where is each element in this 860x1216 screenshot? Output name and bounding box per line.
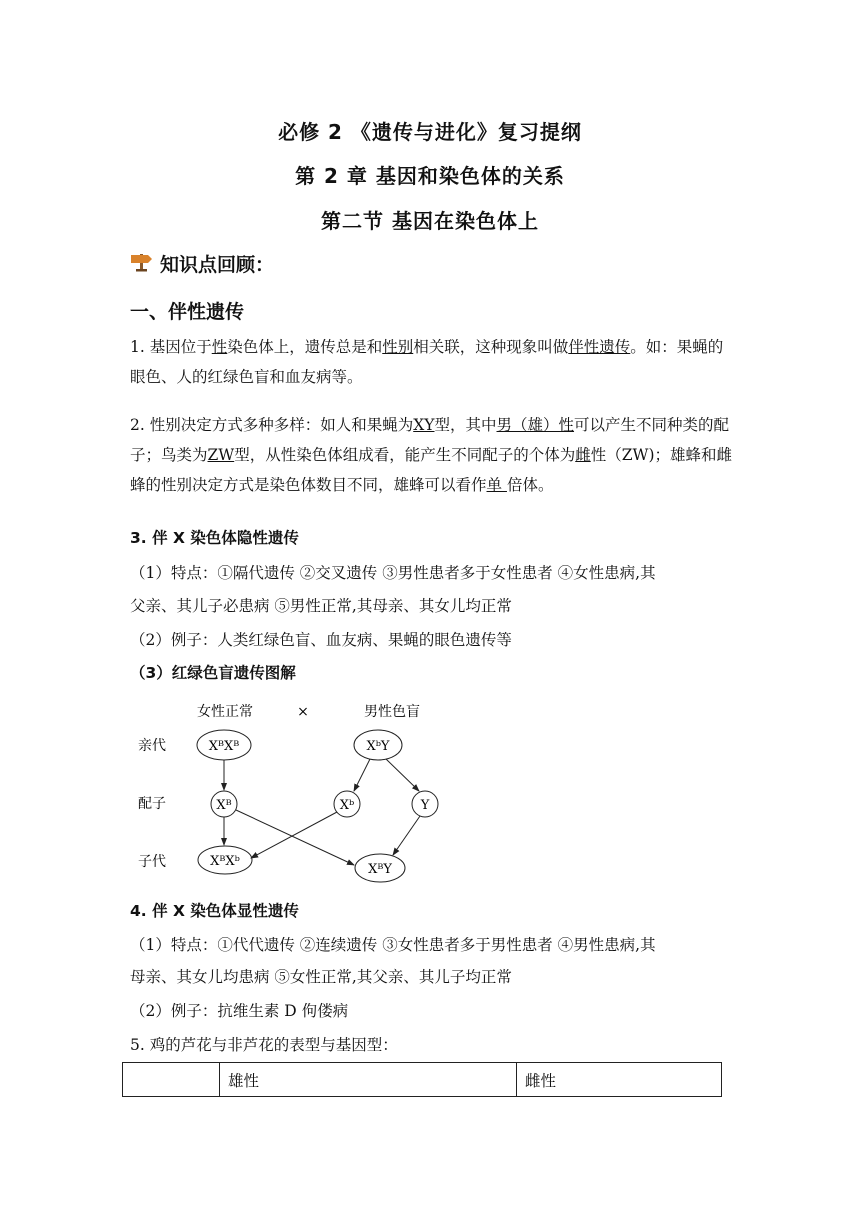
p1-text: 相关联，这种现象叫做 [413,338,569,356]
p1-text: 。如：果蝇的眼色、人的红绿色盲和血友病等。 [130,338,724,386]
p2-answer: ZW [207,446,235,464]
p2-text: 2. 性别决定方式多种多样：如人和果蝇为 [130,416,414,434]
heading-sex-linked: 一、伴性遗传 [130,301,245,323]
table-row [123,1063,722,1097]
p1-text: 1. 基因位于 [130,338,212,356]
gamete-y: Y [420,798,430,813]
dominant-features-line1: （1）特点：①代代遗传 ②连续遗传 ③女性患者多于男性患者 ④男性患病,其 [130,936,656,954]
p2-text: 型，其中 [434,416,497,434]
p2-answer: 雌 [575,446,591,464]
dominant-features-line2: 母亲、其女儿均患病 ⑤女性正常,其父亲、其儿子均正常 [130,968,512,986]
recessive-examples: （2）例子：人类红绿色盲、血友病、果蝇的眼色遗传等 [130,631,512,649]
recessive-features-line1: （1）特点：①隔代遗传 ②交叉遗传 ③男性患者多于女性患者 ④女性患病,其 [130,564,656,582]
color-blind-inheritance-diagram [120,690,460,890]
recessive-features-line2: 父亲、其儿子必患病 ⑤男性正常,其母亲、其女儿均正常 [130,597,512,615]
father-genotype: XᵇY [366,739,390,754]
gamete-xb: Xᵇ [339,798,355,813]
mother-genotype: XᴮXᴮ [208,739,240,754]
parent-generation-label: 亲代 [138,738,166,754]
table-header-cell [123,1063,220,1097]
chicken-genotype-table [122,1062,722,1097]
p2-text: 型，从性染色体组成看，能产生不同配子的个体为 [234,446,576,464]
p2-text: 可以产生不同种类的配子；鸟类为 [130,416,730,464]
heading-x-dominant: 4. 伴 X 染色体显性遗传 [130,902,299,920]
p2-answer: 单 [486,476,507,494]
offspring-label: 子代 [138,854,166,870]
paragraph-1 [130,332,736,392]
child-male-genotype: XᴮY [368,862,392,877]
table-header-cell: 雄性 [220,1063,517,1097]
diagram-heading: （3）红绿色盲遗传图解 [130,664,296,682]
main-title: 必修 2 《遗传与进化》复习提纲 [278,120,582,144]
p1-answer: 性别 [382,338,414,356]
male-colorblind-label: 男性色盲 [364,704,420,720]
review-heading: 知识点回顾： [160,254,275,276]
p2-text: 倍体。 [506,476,554,494]
section-title: 第二节 基因在染色体上 [321,209,539,233]
table-header-cell: 雌性 [517,1063,722,1097]
p2-answer: XY [413,416,435,434]
chicken-heading: 5. 鸡的芦花与非芦花的表型与基因型： [130,1036,398,1054]
p1-answer: 性 [211,338,228,356]
paragraph-2 [130,410,736,500]
p2-text: 性（ZW)；雄蜂和雌蜂的性别决定方式是染色体数目不同，雄蜂可以看作 [130,446,732,494]
arrow-father-to-xb [354,759,370,791]
gamete-label: 配子 [138,796,166,812]
cross-symbol: × [297,704,309,720]
signpost-icon [130,250,154,272]
arrow-father-to-y [386,759,419,791]
child-female-genotype: XᴮXᵇ [210,854,240,869]
gamete-xB: Xᴮ [216,798,232,813]
arrow-y-to-male [393,816,420,855]
dominant-examples: （2）例子：抗维生素 D 佝偻病 [130,1002,349,1020]
p1-text: 染色体上，遗传总是和 [227,338,383,356]
female-normal-label: 女性正常 [197,704,253,720]
chapter-title: 第 2 章 基因和染色体的关系 [295,164,565,188]
p2-answer: 男（雄）性 [496,416,575,434]
p1-answer: 伴性遗传 [568,338,631,356]
heading-x-recessive: 3. 伴 X 染色体隐性遗传 [130,529,299,547]
